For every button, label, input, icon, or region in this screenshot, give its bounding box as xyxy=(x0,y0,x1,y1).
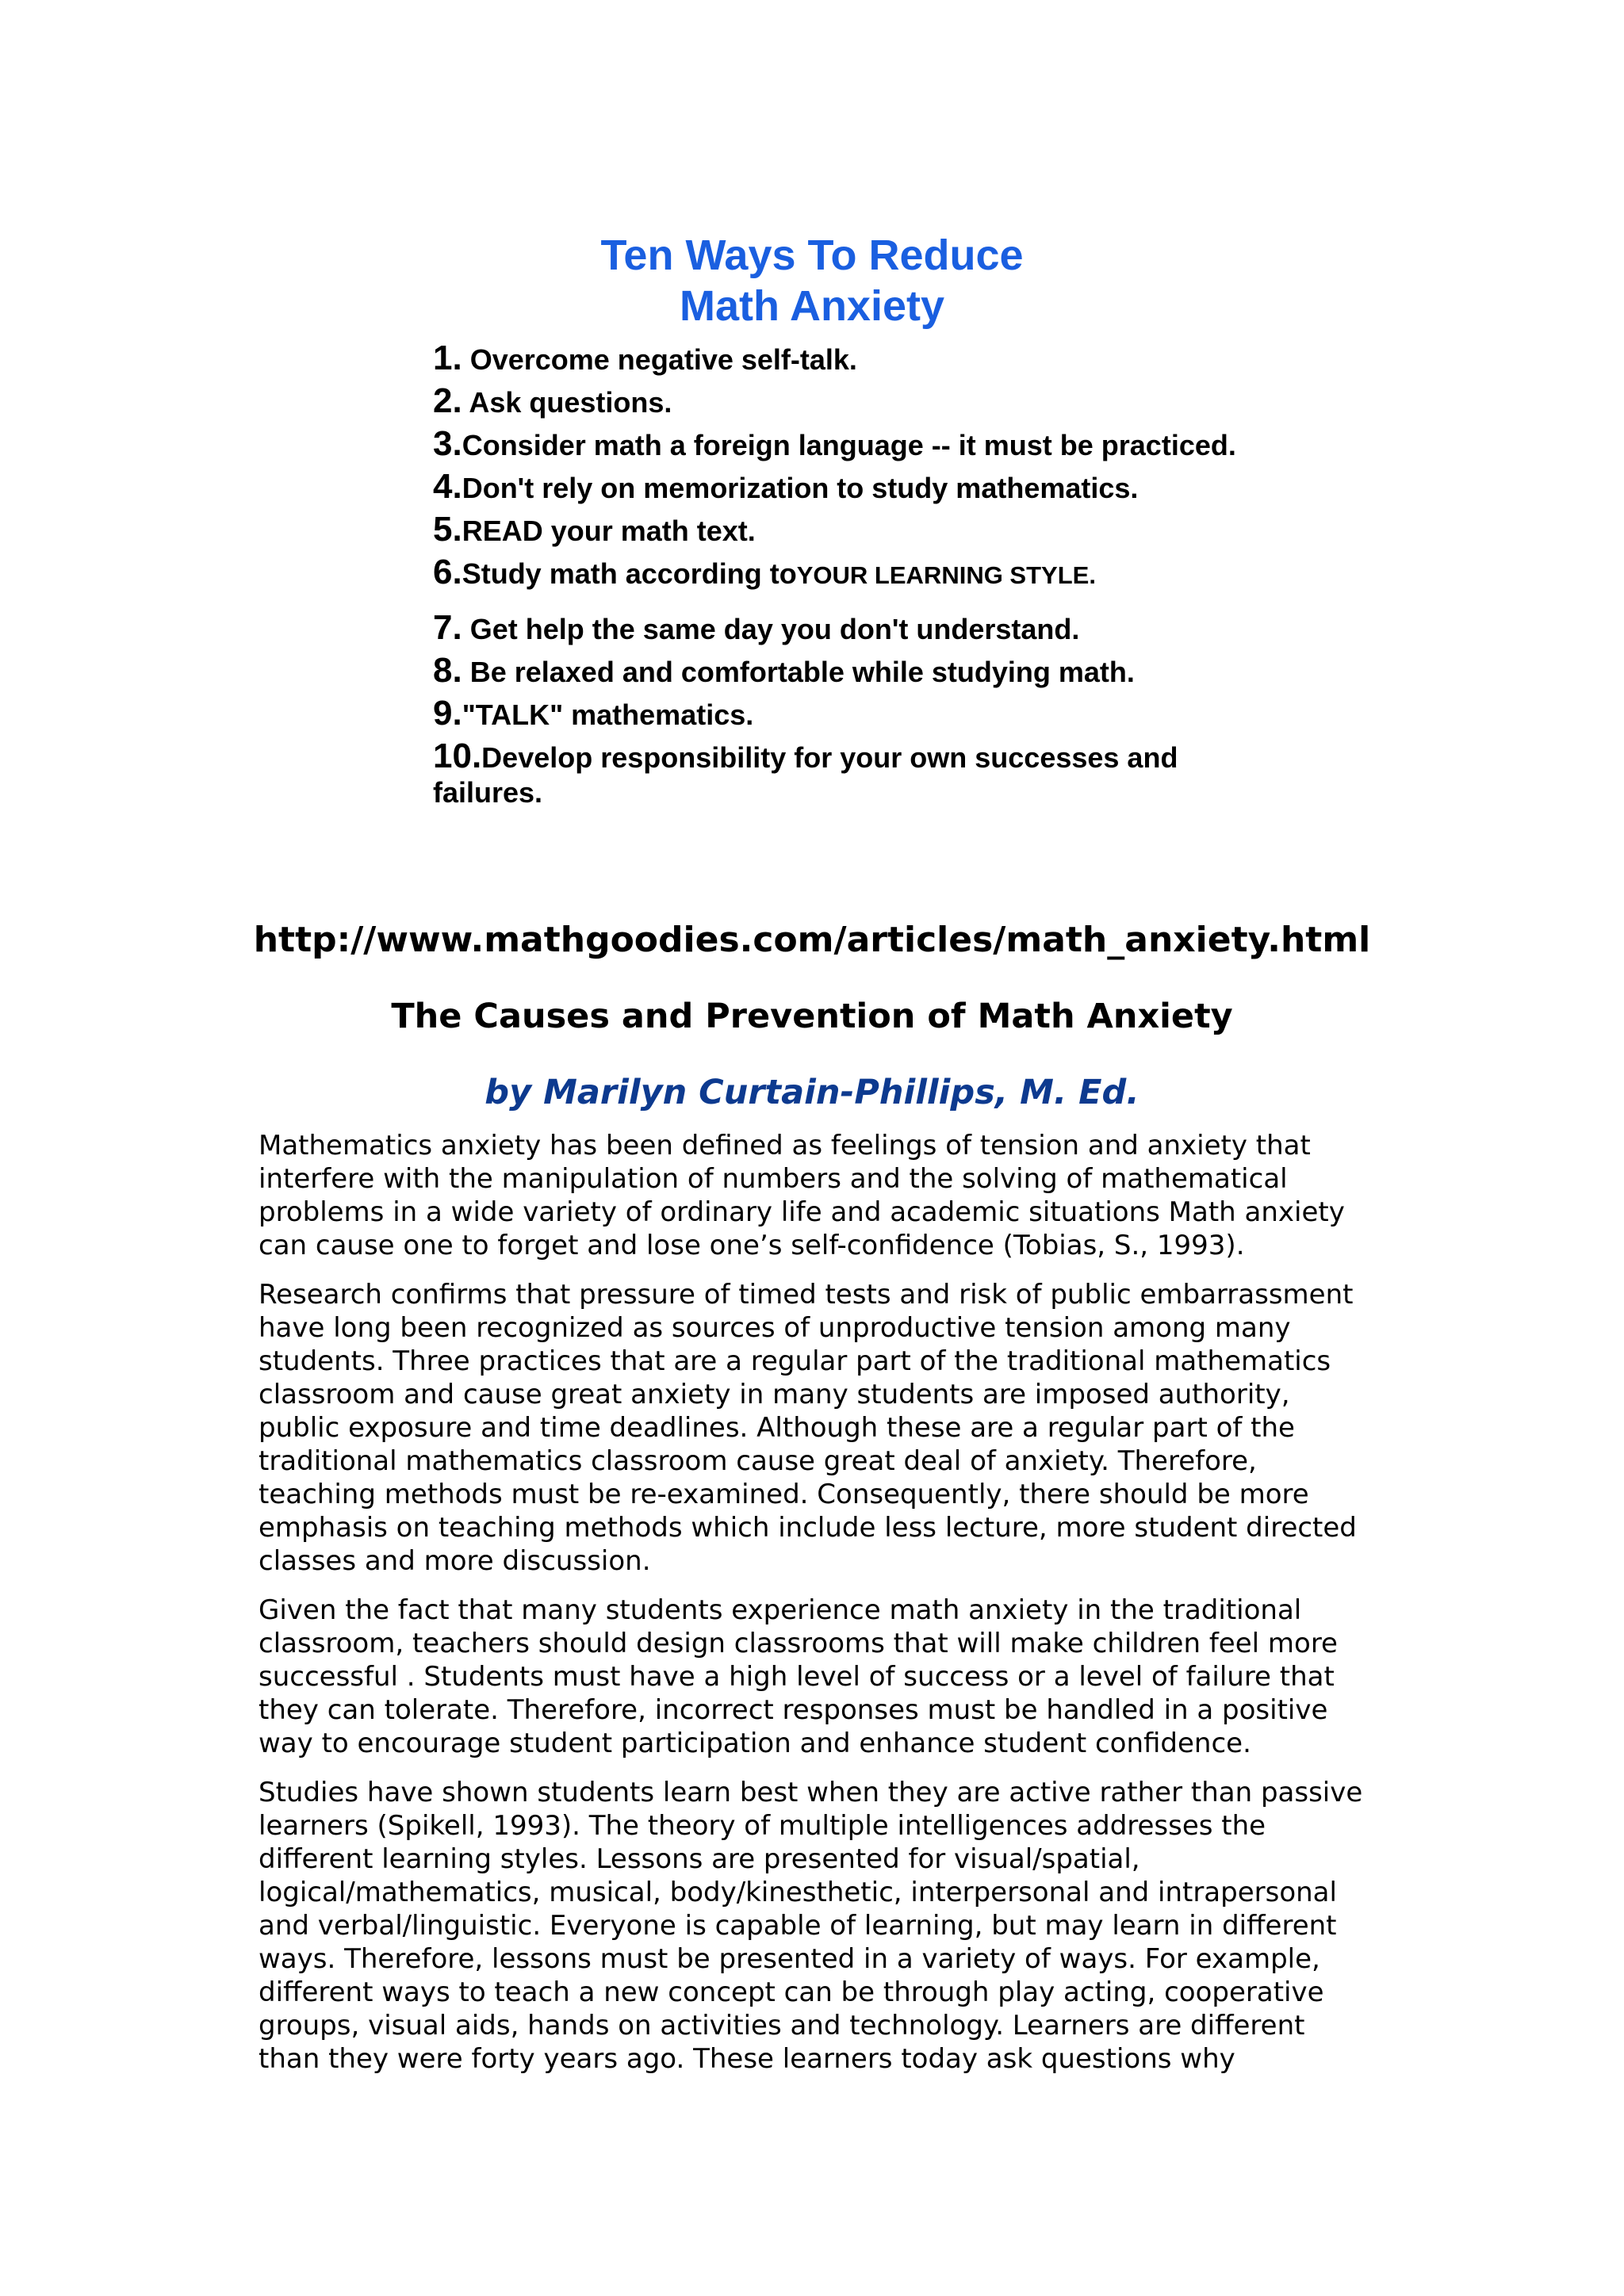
tip-item-4 xyxy=(433,469,1345,512)
tip-number: 7. xyxy=(433,608,462,647)
tip-item-7 xyxy=(433,610,1345,653)
tip-text: Ask questions. xyxy=(462,386,672,419)
tip-item-3 xyxy=(433,424,1345,469)
article-byline: by Marilyn Curtain-Phillips, M. Ed. xyxy=(485,1073,1139,1112)
tip-text: Consider math a foreign language -- it must be practiced. xyxy=(462,429,1236,461)
tip-number: 9. xyxy=(433,694,462,733)
tip-item-2 xyxy=(433,381,1345,427)
tip-item-6 xyxy=(433,555,1345,598)
tip-item-10 xyxy=(433,739,1242,810)
tip-number: 2. xyxy=(433,381,462,420)
article-title: The Causes and Prevention of Math Anxiety xyxy=(391,997,1233,1036)
tip-number: 1. xyxy=(433,339,462,377)
tip-text: Develop responsibility for your own successes and failures. xyxy=(433,741,1178,809)
article-body xyxy=(259,1129,1369,2091)
tip-text-emphasis: YOUR LEARNING STYLE. xyxy=(796,561,1096,589)
tip-text: READ your math text. xyxy=(462,515,756,547)
source-url: http://www.mathgoodies.com/articles/math_anxiety.html xyxy=(253,920,1371,960)
tip-text: "TALK" mathematics. xyxy=(462,698,754,731)
tip-text: Study math according to xyxy=(462,557,797,590)
article-paragraph-4: Studies have shown students learn best when they are active rather than passive learners (Spikell, 1993). The theory of multiple intelligences addresses the different learning styles. Lessons are presented for visual/spatial, logical/mathematics, musical, body/kinesthetic, interpersonal and intrapersonal and verbal/linguistic. Everyone is capable of learning, but may learn in different ways. Therefore, lessons must be presented in a variety of ways. For example, different ways to teach a new concept can be through play acting, cooperative groups, visual aids, hands on activities and technology. Learners are different than they were forty years ago. These learners today ask questions why xyxy=(259,1777,1363,2075)
tip-item-1 xyxy=(433,341,1345,384)
article-paragraph-2: Research confirms that pressure of timed tests and risk of public embarrassment have long been recognized as sources of unproductive tension among many students. Three practices that are a regular part of the traditional mathematics classroom and cause great anxiety in many students are imposed authority, public exposure and time deadlines. Although these are a regular part of the traditional mathematics classroom cause great deal of anxiety. Therefore, teaching methods must be re-examined. Consequently, there should be more emphasis on teaching methods which include less lecture, more student directed classes and more discussion. xyxy=(259,1279,1357,1577)
tip-text: Don't rely on memorization to study mathematics. xyxy=(462,472,1139,504)
tip-item-5 xyxy=(433,512,1345,555)
page-heading-line-1: Ten Ways To Reduce xyxy=(600,232,1024,279)
tip-item-9 xyxy=(433,696,1345,739)
tip-item-8 xyxy=(433,653,1345,696)
page-heading-line-2: Math Anxiety xyxy=(679,282,945,330)
article-paragraph-3: Given the fact that many students experience math anxiety in the traditional classroom, teachers should design classrooms that will make children feel more successful . Students must have a high level of success or a level of failure that they can tolerate. Therefore, incorrect responses must be handled in a positive way to encourage student participation and enhance student confidence. xyxy=(259,1594,1338,1759)
tip-text: Overcome negative self-talk. xyxy=(462,343,857,376)
tip-number: 4. xyxy=(433,467,462,506)
tip-number: 3. xyxy=(433,424,462,463)
article-paragraph-1: Mathematics anxiety has been defined as feelings of tension and anxiety that interfere with the manipulation of numbers and the solving of mathematical problems in a wide variety of ordinary life and academic situations Math anxiety can cause one to forget and lose one’s self-confidence (Tobias, S., 1993). xyxy=(259,1130,1345,1261)
tips-list xyxy=(433,341,1345,810)
tip-number: 10. xyxy=(433,737,482,775)
tip-text: Get help the same day you don't understand. xyxy=(462,613,1080,645)
tip-number: 8. xyxy=(433,651,462,690)
tip-number: 6. xyxy=(433,553,462,591)
tip-number: 5. xyxy=(433,510,462,549)
tip-text: Be relaxed and comfortable while studying math. xyxy=(462,656,1135,688)
